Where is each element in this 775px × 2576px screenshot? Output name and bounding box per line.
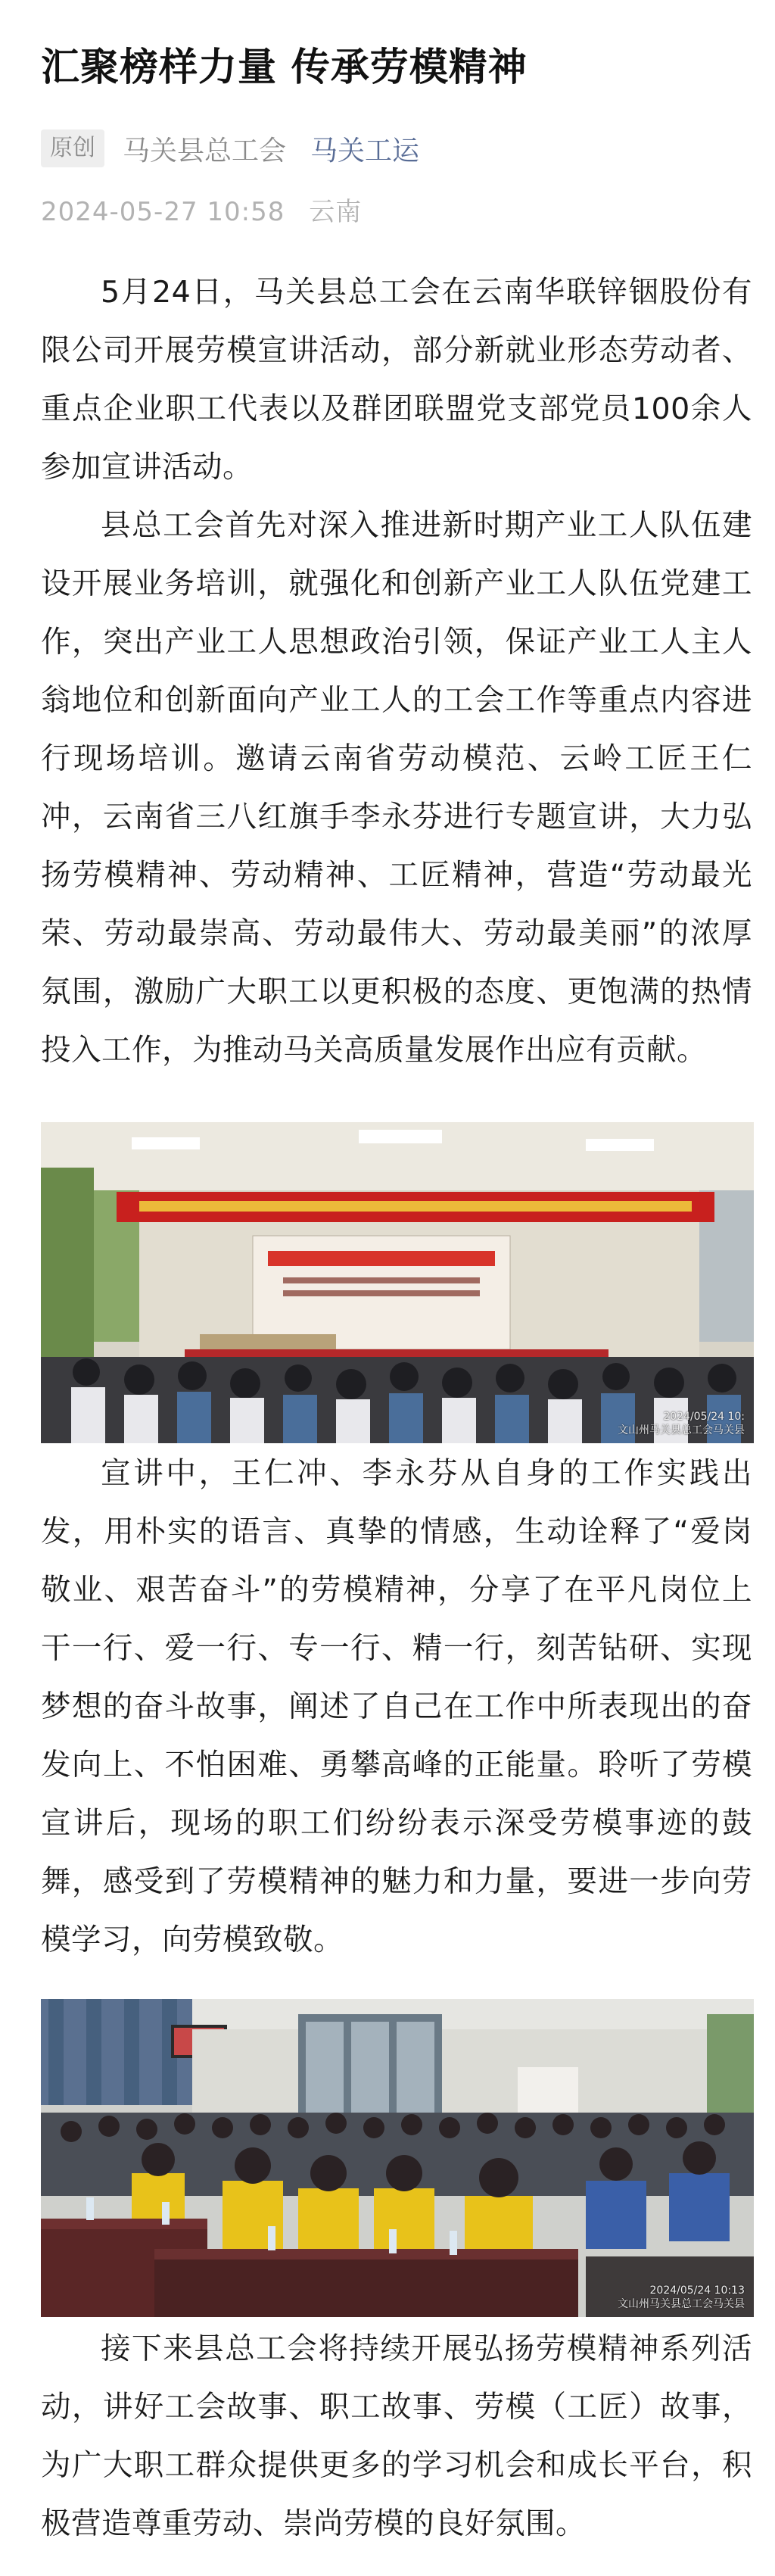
publish-info xyxy=(41,191,362,228)
page-title: 汇聚榜样力量 传承劳模精神 xyxy=(41,45,528,90)
author-name: 马关县总工会 xyxy=(123,135,287,167)
photo-meeting-hall xyxy=(41,1122,754,1443)
article-meta xyxy=(41,127,419,170)
paragraph-4: 接下来县总工会将持续开展弘扬劳模精神系列活动，讲好工会故事、职工故事、劳模（工匠）故事，为广大职工群众提供更多的学习机会和成长平台，积极营造尊重劳动、崇尚劳模的良好氛围。 xyxy=(41,2331,752,2541)
account-link[interactable]: 马关工运 xyxy=(310,135,420,167)
photo-audience xyxy=(41,1999,754,2317)
photo-watermark: 2024/05/24 10:13 文山州马关县总工会马关县 xyxy=(618,2284,745,2310)
paragraph-2: 县总工会首先对深入推进新时期产业工人队伍建设开展业务培训，就强化和创新产业工人队伍党建工作，突出产业工人思想政治引领，保证产业工人主人翁地位和创新面向产业工人的工会工作等重点内容进行现场培训。邀请云南省劳动模范、云岭工匠王仁冲，云南省三八红旗手李永芬进行专题宣讲，大力弘扬劳模精神、劳动精神、工匠精神，营造“劳动最光荣、劳动最崇高、劳动最伟大、劳动最美丽”的浓厚氛围，激励广大职工以更积极的态度、更饱满的热情投入工作，为推动马关高质量发展作出应有贡献。 xyxy=(41,508,752,1068)
photo-audience-image xyxy=(41,1999,754,2317)
original-badge: 原创 xyxy=(41,129,104,167)
photo-watermark: 2024/05/24 10: 文山州马关县总工会马关县 xyxy=(618,1411,745,1436)
photo-meeting-hall-image xyxy=(41,1122,754,1443)
publish-date: 2024-05-27 10:58 xyxy=(41,197,285,227)
paragraph-3: 宣讲中，王仁冲、李永芬从自身的工作实践出发，用朴实的语言、真挚的情感，生动诠释了“爱岗敬业、艰苦奋斗”的劳模精神，分享了在平凡岗位上干一行、爱一行、专一行、精一行，刻苦钻研、实现梦想的奋斗故事，阐述了自己在工作中所表现出的奋发向上、不怕困难、勇攀高峰的正能量。聆听了劳模宣讲后，现场的职工们纷纷表示深受劳模事迹的鼓舞，感受到了劳模精神的魅力和力量，要进一步向劳模学习，向劳模致敬。 xyxy=(41,1456,752,1957)
publish-location: 云南 xyxy=(309,197,363,227)
paragraph-1: 5月24日，马关县总工会在云南华联锌铟股份有限公司开展劳模宣讲活动，部分新就业形态劳动者、重点企业职工代表以及群团联盟党支部党员100余人参加宣讲活动。 xyxy=(41,275,752,485)
